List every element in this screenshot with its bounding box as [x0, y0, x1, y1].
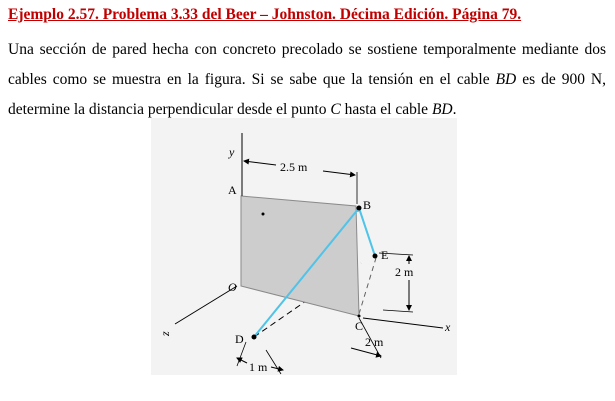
- dim-height-ext-bottom: [383, 310, 413, 312]
- point-e: [373, 254, 378, 259]
- wall-cable-diagram: [151, 118, 457, 375]
- point-d: [252, 335, 257, 340]
- cable-be: [359, 208, 375, 256]
- point-c-ref: C: [330, 101, 341, 118]
- label-dim-width: 2.5 m: [280, 160, 308, 174]
- statement-text-2: es de 900 N, determine la distancia perpendicular desde el punto: [8, 71, 606, 118]
- label-point-b: B: [363, 198, 372, 212]
- label-dim-height: 2 m: [395, 265, 414, 279]
- label-point-d: D: [235, 332, 244, 346]
- label-point-c: C: [355, 319, 364, 333]
- cable-bd-ref-2: BD: [431, 101, 453, 118]
- ground-dashed-line-2: [359, 258, 376, 314]
- x-axis-line: [363, 318, 443, 328]
- dim-width-line-left: [244, 161, 276, 165]
- point-b: [357, 206, 362, 211]
- statement-text-1: Una sección de pared hecha con concreto precolado se sostiene temporalmente mediante dos cables como se muestra en la figura. Si se sabe que la tensión en el cable: [8, 41, 606, 88]
- label-dim-depth: 2 m: [365, 335, 384, 349]
- label-y-axis: y: [229, 145, 235, 159]
- wall-dot: [262, 213, 265, 216]
- problem-figure: [151, 118, 457, 375]
- label-z-axis: z: [158, 331, 172, 336]
- statement-text-3: hasta el cable: [340, 101, 432, 118]
- label-x-axis: x: [445, 320, 451, 334]
- wall-panel: [241, 196, 359, 316]
- label-point-a: A: [228, 183, 237, 197]
- dim-width-line-right: [323, 171, 355, 175]
- label-dim-offset: 1 m: [249, 360, 268, 374]
- statement-text-4: .: [452, 101, 457, 118]
- problem-statement: [8, 35, 606, 125]
- page-title: Ejemplo 2.57. Problema 3.33 del Beer – Johnston. Décima Edición. Página 79.: [8, 6, 522, 23]
- dim-offset-ext-right: [266, 350, 281, 374]
- cable-bd-ref-1: BD: [495, 71, 517, 88]
- label-point-e: E: [381, 248, 389, 262]
- label-origin: O: [228, 280, 237, 294]
- point-c: [358, 315, 361, 318]
